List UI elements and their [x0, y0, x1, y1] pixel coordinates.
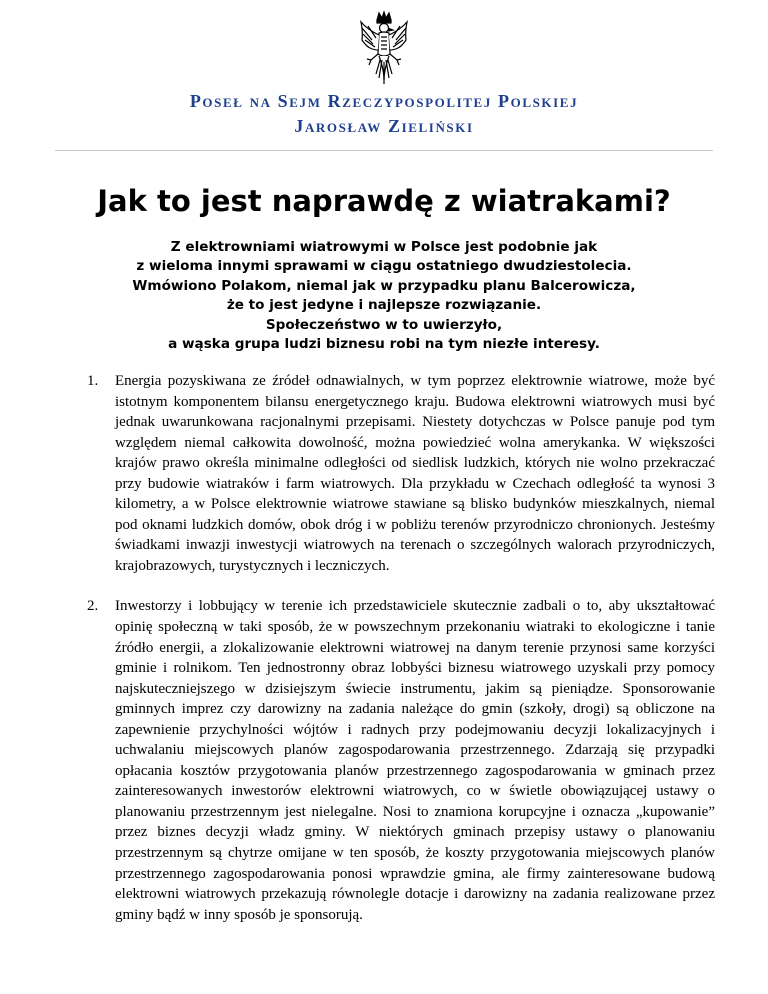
lead-line: z wieloma innymi sprawami w ciągu ostatniego dwudziestolecia. [136, 258, 632, 275]
lead-paragraph [0, 238, 768, 354]
lead-line: Wmówiono Polakom, niemal jak w przypadku planu Balcerowicza, [132, 277, 636, 294]
lead-line: Z elektrowniami wiatrowymi w Polsce jest podobnie jak [170, 239, 598, 255]
list-item [0, 371, 768, 576]
page-title: Jak to jest naprawdę z wiatrakami? [97, 184, 671, 218]
lead-line: a wąska grupa ludzi biznesu robi na tym niezłe interesy. [168, 336, 600, 353]
lead-line: Społeczeństwo w to uwierzyło, [265, 316, 503, 333]
list-item [0, 596, 768, 925]
list-item-text: Energia pozyskiwana ze źródeł odnawialnych, w tym poprzez elektrownie wiatrowe, może być istotnym komponentem bilansu energetycznego kraju. Budowa elektrowni wiatrowych musi być jednak uwarunkowana racjonalnymi przepisami. Niestety dotychczas w Polsce panuje pod tym względem niemal całkowita dowolność, można powiedzieć wolna amerykanka. W większości krajów prawo określa minimalne odległości od siedlisk ludzkich, których nie wolno przekraczać przy budowie wiatraków i farm wiatrowych. Dla przykładu w Czechach odległość ta wynosi 3 kilometry, a w Polsce elektrownie wiatrowe stawiane są blisko budynków mieszkalnych, niemal pod oknami ludzkich domów, obok dróg i w pobliżu terenów przyrodniczo chronionych. Jesteśmy świadkami inwazji inwestycji wiatrowych na terenach o szczególnych walorach przyrodniczych, krajobrazowych, turystycznych i leczniczych. [115, 373, 715, 574]
header-mp-name: Jarosław Zieliński [294, 116, 474, 136]
header-divider [55, 150, 713, 151]
list-item-number: 1. [87, 373, 99, 389]
numbered-list [0, 371, 768, 945]
list-item-text: Inwestorzy i lobbujący w terenie ich przedstawiciele skutecznie zadbali o to, aby ukształtować opinię społeczną w taki sposób, że w powszechnym przekonaniu wiatraki to ekologiczne i tanie źródło energii, a zlokalizowanie elektrowni wiatrowej na danym terenie przynosi same korzyści gminie i rolnikom. Ten jednostronny obraz lobbyści biznesu wiatrowego uzyskali przy pomocy najskuteczniejszego w dzisiejszym świecie instrumentu, jakim są pieniądze. Sponsorowanie gminnych imprez czy darowizny na zadania należące do gmin (szkoły, drogi) są obliczone na zapewnienie przychylności wójtów i radnych przy podejmowaniu decyzji lokalizacyjnych i uchwalaniu miejscowych planów zagospodarowania przestrzennego. Zdarzają się przypadki opłacania kosztów przygotowania planów przestrzennego zagospodarowania w gminach przez zainteresowanych inwestorów elektrowni wiatrowych, co w świetle obowiązującej ustawy o planowaniu przestrzennym jest nielegalne. Nosi to znamiona korupcyjne i oznacza „kupowanie” przez biznes decyzji władz gminy. W niektórych gminach przepisy ustawy o planowaniu przestrzennym są chytrze omijane w ten sposób, że koszty przygotowania miejscowych planów przestrzennego zagospodarowania ponosi wprawdzie gmina, ale firmy zainteresowane budową elektrowni wiatrowych przekazują równolegle dotacje i darowizny na zadania realizowane przez gminy bądź w inny sposób je sponsorują. [115, 598, 715, 923]
header-mp-title: Poseł na Sejm Rzeczypospolitej Polskiej [189, 91, 579, 111]
lead-line: że to jest jedyne i najlepsze rozwiązanie. [226, 297, 542, 314]
polish-eagle-emblem-icon [358, 10, 410, 88]
list-item-number: 2. [87, 598, 99, 615]
